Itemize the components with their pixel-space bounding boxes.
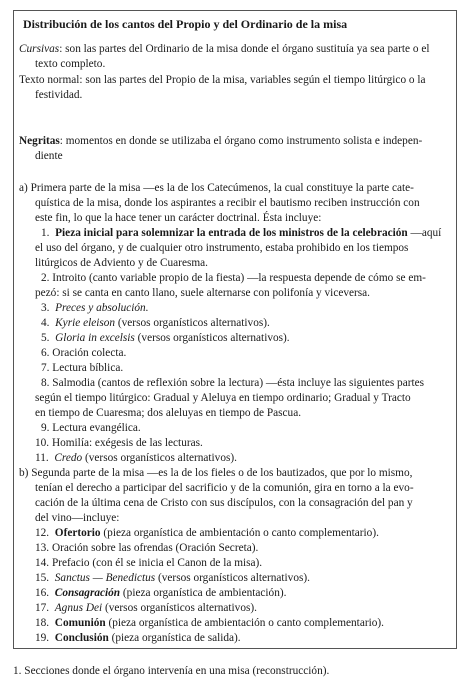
item-15-italic: Sanctus — Benedictus: [54, 572, 156, 584]
part-b-line-1: b) Segunda parte de la misa —es la de los fieles o de los bautizados, que por lo mismo,: [19, 467, 413, 479]
list-item-9: 9. Lectura evangélica.: [41, 422, 141, 434]
list-item-8-line-2: según el tiempo litúrgico: Gradual y Aleluya en tiempo ordinario; Gradual y Tracto: [35, 392, 411, 404]
figure-caption: 1. Secciones donde el órgano intervenía en una misa (reconstrucción).: [13, 665, 330, 677]
list-item-5: [41, 331, 290, 346]
part-b-line-4: del vino—incluye:: [35, 512, 120, 524]
legend-negritas-text: : momentos en donde se utilizaba el órgano como instrumento solista e indepen-: [59, 135, 423, 147]
item-4-rest: (versos organísticos alternativos).: [115, 317, 270, 329]
legend-negritas-line-2: diente: [35, 150, 63, 162]
part-a-line-1: a) Primera parte de la misa —es la de los Catecúmenos, la cual constituye la parte cate-: [19, 182, 414, 194]
item-number: 15.: [35, 572, 50, 584]
item-18-bold: Comunión: [54, 617, 106, 629]
part-b-line-2: tenían el derecho a participar del sacrificio y de la comunión, gira en torno a la evo-: [35, 482, 414, 494]
list-item-8-line-3: en tiempo de Cuaresma; dos aleluyas en tiempo de Pascua.: [35, 407, 302, 419]
list-item-1-line-2: el uso del órgano, y de cualquier otro instrumento, estaba prohibido en los tiempos: [35, 242, 409, 254]
legend-cursivas-line-2: texto completo.: [35, 58, 106, 70]
legend-normal-line-2: festividad.: [35, 89, 83, 101]
table-frame: [13, 10, 457, 649]
list-item-6: 6. Oración colecta.: [41, 347, 127, 359]
list-item-13: 13. Oración sobre las ofrendas (Oración Secreta).: [35, 542, 259, 554]
list-item-3: [41, 301, 149, 316]
list-item-12: [35, 526, 379, 541]
item-number: 11.: [35, 452, 49, 464]
legend-cursivas-label: Cursivas: [19, 43, 60, 55]
item-number: 16.: [35, 587, 50, 599]
item-19-bold: Conclusión: [54, 632, 109, 644]
list-item-11: [35, 451, 237, 466]
item-15-rest: (versos organísticos alternativos).: [155, 572, 310, 584]
list-item-18: [35, 616, 384, 631]
part-a-line-3: este fin, lo que la hace tener un carácter doctrinal. Ésta incluye:: [35, 212, 322, 224]
item-5-italic: Gloria in excelsis: [55, 332, 135, 344]
legend-cursivas-text: : son las partes del Ordinario de la misa donde el órgano sustituía ya sea parte o el: [59, 43, 430, 55]
list-item-1: [41, 226, 441, 241]
item-1-bold: Pieza inicial para solemnizar la entrada de los ministros de la celebración: [55, 227, 408, 239]
part-a-line-2: quística de la misa, donde los aspirantes a recibir el bautismo reciben instrucción con: [35, 197, 420, 209]
item-number: 4.: [41, 317, 50, 329]
list-item-19: [35, 631, 241, 646]
item-4-italic: Kyrie eleison: [55, 317, 116, 329]
item-number: 17.: [35, 602, 50, 614]
legend-negritas-line: [19, 134, 422, 149]
item-11-italic: Credo: [54, 452, 83, 464]
item-12-bold: Ofertorio: [54, 527, 101, 539]
item-12-rest: (pieza organística de ambientación o canto complementario).: [100, 527, 379, 539]
list-item-8: 8. Salmodia (cantos de reflexión sobre la lectura) —ésta incluye las siguientes partes: [41, 377, 425, 389]
list-item-2: 2. Introito (canto variable propio de la fiesta) —la respuesta depende de cómo se em-: [41, 272, 426, 284]
list-item-16: [35, 586, 286, 601]
list-item-10: 10. Homilía: exégesis de las lecturas.: [35, 437, 203, 449]
list-item-4: [41, 316, 270, 331]
table-title: Distribución de los cantos del Propio y del Ordinario de la misa: [23, 17, 348, 31]
item-number: 5.: [41, 332, 50, 344]
item-16-bold-italic: Consagración: [54, 587, 121, 599]
item-number: 3.: [41, 302, 50, 314]
item-3-italic: Preces y absolución.: [55, 302, 149, 314]
part-b-line-3: cación de la última cena de Cristo con sus discípulos, con la consagración del pan y: [35, 497, 413, 509]
item-number: 12.: [35, 527, 50, 539]
item-number: 18.: [35, 617, 50, 629]
list-item-17: [35, 601, 257, 616]
list-item-1-line-3: litúrgicos de Adviento y de Cuaresma.: [35, 257, 208, 269]
item-16-rest: (pieza organística de ambientación).: [120, 587, 287, 599]
item-18-rest: (pieza organística de ambientación o canto complementario).: [105, 617, 384, 629]
list-item-15: [35, 571, 310, 586]
list-item-2-line-2: pezó: si se canta en canto llano, suele alternarse con polifonía y viceversa.: [35, 287, 371, 299]
legend-normal-line: Texto normal: son las partes del Propio de la misa, variables según el tiempo litúrgico o la: [19, 74, 426, 86]
item-number: 19.: [35, 632, 50, 644]
list-item-14: 14. Prefacio (con él se inicia el Canon de la misa).: [35, 557, 263, 569]
item-5-rest: (versos organísticos alternativos).: [134, 332, 290, 344]
legend-negritas-label: Negritas: [19, 135, 60, 147]
item-19-rest: (pieza organística de salida).: [108, 632, 241, 644]
item-1-rest: —aquí: [407, 227, 442, 239]
item-17-rest: (versos organísticos alternativos).: [102, 602, 257, 614]
item-17-italic: Agnus Dei: [54, 602, 103, 614]
item-number: 1.: [41, 227, 50, 239]
legend-cursivas-line: [19, 42, 429, 57]
item-11-rest: (versos organísticos alternativos).: [82, 452, 237, 464]
list-item-7: 7. Lectura bíblica.: [41, 362, 124, 374]
